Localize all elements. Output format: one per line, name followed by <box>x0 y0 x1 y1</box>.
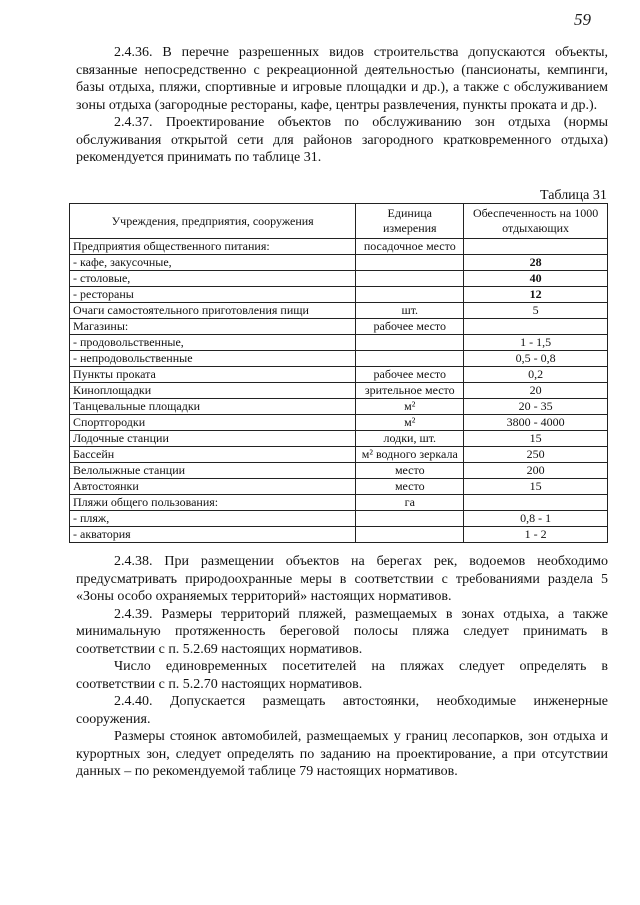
cell-provision: 1 - 2 <box>464 527 608 543</box>
cell-facility: - продовольственные, <box>70 335 356 351</box>
table-row <box>70 399 608 415</box>
table-row <box>70 479 608 495</box>
cell-facility: Автостоянки <box>70 479 356 495</box>
table-row <box>70 239 608 255</box>
cell-facility: Пункты проката <box>70 367 356 383</box>
cell-unit <box>356 527 464 543</box>
cell-unit: зрительное место <box>356 383 464 399</box>
table-caption: Таблица 31 <box>540 188 607 203</box>
table-row <box>70 383 608 399</box>
cell-provision: 3800 - 4000 <box>464 415 608 431</box>
cell-unit: рабочее место <box>356 367 464 383</box>
table-row <box>70 447 608 463</box>
table-body <box>70 239 608 543</box>
cell-provision: 200 <box>464 463 608 479</box>
cell-facility: Киноплощадки <box>70 383 356 399</box>
table-row <box>70 271 608 287</box>
cell-provision: 15 <box>464 431 608 447</box>
cell-unit <box>356 287 464 303</box>
cell-provision: 5 <box>464 303 608 319</box>
cell-provision: 15 <box>464 479 608 495</box>
table-row <box>70 415 608 431</box>
header-provision: Обеспеченность на 1000 отдыхающих <box>464 204 608 239</box>
cell-facility: Танцевальные площадки <box>70 399 356 415</box>
table-row <box>70 367 608 383</box>
table-row <box>70 511 608 527</box>
cell-provision: 40 <box>464 271 608 287</box>
table-row <box>70 527 608 543</box>
header-unit: Единица измерения <box>356 204 464 239</box>
cell-unit: га <box>356 495 464 511</box>
cell-unit: м² водного зеркала <box>356 447 464 463</box>
cell-provision: 20 <box>464 383 608 399</box>
cell-unit: место <box>356 463 464 479</box>
cell-facility: Магазины: <box>70 319 356 335</box>
cell-facility: Пляжи общего пользования: <box>70 495 356 511</box>
cell-provision: 0,2 <box>464 367 608 383</box>
cell-unit: рабочее место <box>356 319 464 335</box>
paragraph-2-4-38: 2.4.38. При размещении объектов на берегах рек, водоемов необходимо предусматривать природоохранные меры в соответствии с требованиями раздела 5 «Зоны особо охраняемых территорий» настоящих нормативов. <box>76 554 608 604</box>
cell-unit: шт. <box>356 303 464 319</box>
table-row <box>70 335 608 351</box>
table-row <box>70 351 608 367</box>
paragraphs-top <box>76 44 608 167</box>
cell-provision: 12 <box>464 287 608 303</box>
table-row <box>70 463 608 479</box>
page-number: 59 <box>574 10 591 29</box>
table-row <box>70 319 608 335</box>
paragraphs-bottom <box>76 553 608 781</box>
header-facility: Учреждения, предприятия, сооружения <box>70 204 356 239</box>
table-header-row <box>70 204 608 239</box>
cell-unit <box>356 511 464 527</box>
cell-unit <box>356 351 464 367</box>
cell-provision: 1 - 1,5 <box>464 335 608 351</box>
paragraph-beach-visitors: Число единовременных посетителей на пляжах следует определять в соответствии с п. 5.2.70 настоящих нормативов. <box>76 659 608 692</box>
cell-facility: Очаги самостоятельного приготовления пищи <box>70 303 356 319</box>
cell-provision <box>464 319 608 335</box>
cell-provision <box>464 495 608 511</box>
cell-unit <box>356 255 464 271</box>
cell-facility: - непродовольственные <box>70 351 356 367</box>
cell-unit: м² <box>356 399 464 415</box>
cell-provision: 28 <box>464 255 608 271</box>
table-row <box>70 495 608 511</box>
cell-provision <box>464 239 608 255</box>
cell-facility: - акватория <box>70 527 356 543</box>
cell-facility: - кафе, закусочные, <box>70 255 356 271</box>
table-31 <box>69 203 608 543</box>
cell-provision: 0,8 - 1 <box>464 511 608 527</box>
table-row <box>70 431 608 447</box>
cell-unit: м² <box>356 415 464 431</box>
cell-facility: Лодочные станции <box>70 431 356 447</box>
cell-facility: - рестораны <box>70 287 356 303</box>
cell-provision: 20 - 35 <box>464 399 608 415</box>
table-row <box>70 255 608 271</box>
paragraph-2-4-37: 2.4.37. Проектирование объектов по обслуживанию зон отдыха (нормы обслуживания открытой сети для районов загородного кратковременного отдыха) рекомендуется принимать по таблице 31. <box>76 115 608 165</box>
cell-provision: 250 <box>464 447 608 463</box>
cell-facility: Спортгородки <box>70 415 356 431</box>
cell-unit <box>356 271 464 287</box>
cell-facility: - пляж, <box>70 511 356 527</box>
cell-unit: посадочное место <box>356 239 464 255</box>
cell-unit <box>356 335 464 351</box>
cell-unit: место <box>356 479 464 495</box>
table-row <box>70 303 608 319</box>
table-row <box>70 287 608 303</box>
paragraph-parking-sizes: Размеры стоянок автомобилей, размещаемых у границ лесопарков, зон отдыха и курортных зон, следует определять по заданию на проектирование, а при отсутствии данных – по рекомендуемой таблице 79 настоящих нормативов. <box>76 729 608 779</box>
cell-facility: Велолыжные станции <box>70 463 356 479</box>
cell-facility: Предприятия общественного питания: <box>70 239 356 255</box>
cell-provision: 0,5 - 0,8 <box>464 351 608 367</box>
cell-facility: - столовые, <box>70 271 356 287</box>
paragraph-2-4-40: 2.4.40. Допускается размещать автостоянки, необходимые инженерные сооружения. <box>76 694 608 727</box>
cell-facility: Бассейн <box>70 447 356 463</box>
cell-unit: лодки, шт. <box>356 431 464 447</box>
paragraph-2-4-39: 2.4.39. Размеры территорий пляжей, размещаемых в зонах отдыха, а также минимальную протяженность береговой полосы пляжа следует принимать в соответствии с п. 5.2.69 настоящих нормативов. <box>76 606 608 657</box>
paragraph-2-4-36: 2.4.36. В перечне разрешенных видов строительства допускаются объекты, связанные непосредственно с рекреационной деятельностью (пансионаты, кемпинги, базы отдыха, пляжи, спортивные и игровые площадки и др.), а также с обслуживанием зоны отдыха (загородные рестораны, кафе, центры развлечения, пункты проката и др.). <box>76 45 608 113</box>
